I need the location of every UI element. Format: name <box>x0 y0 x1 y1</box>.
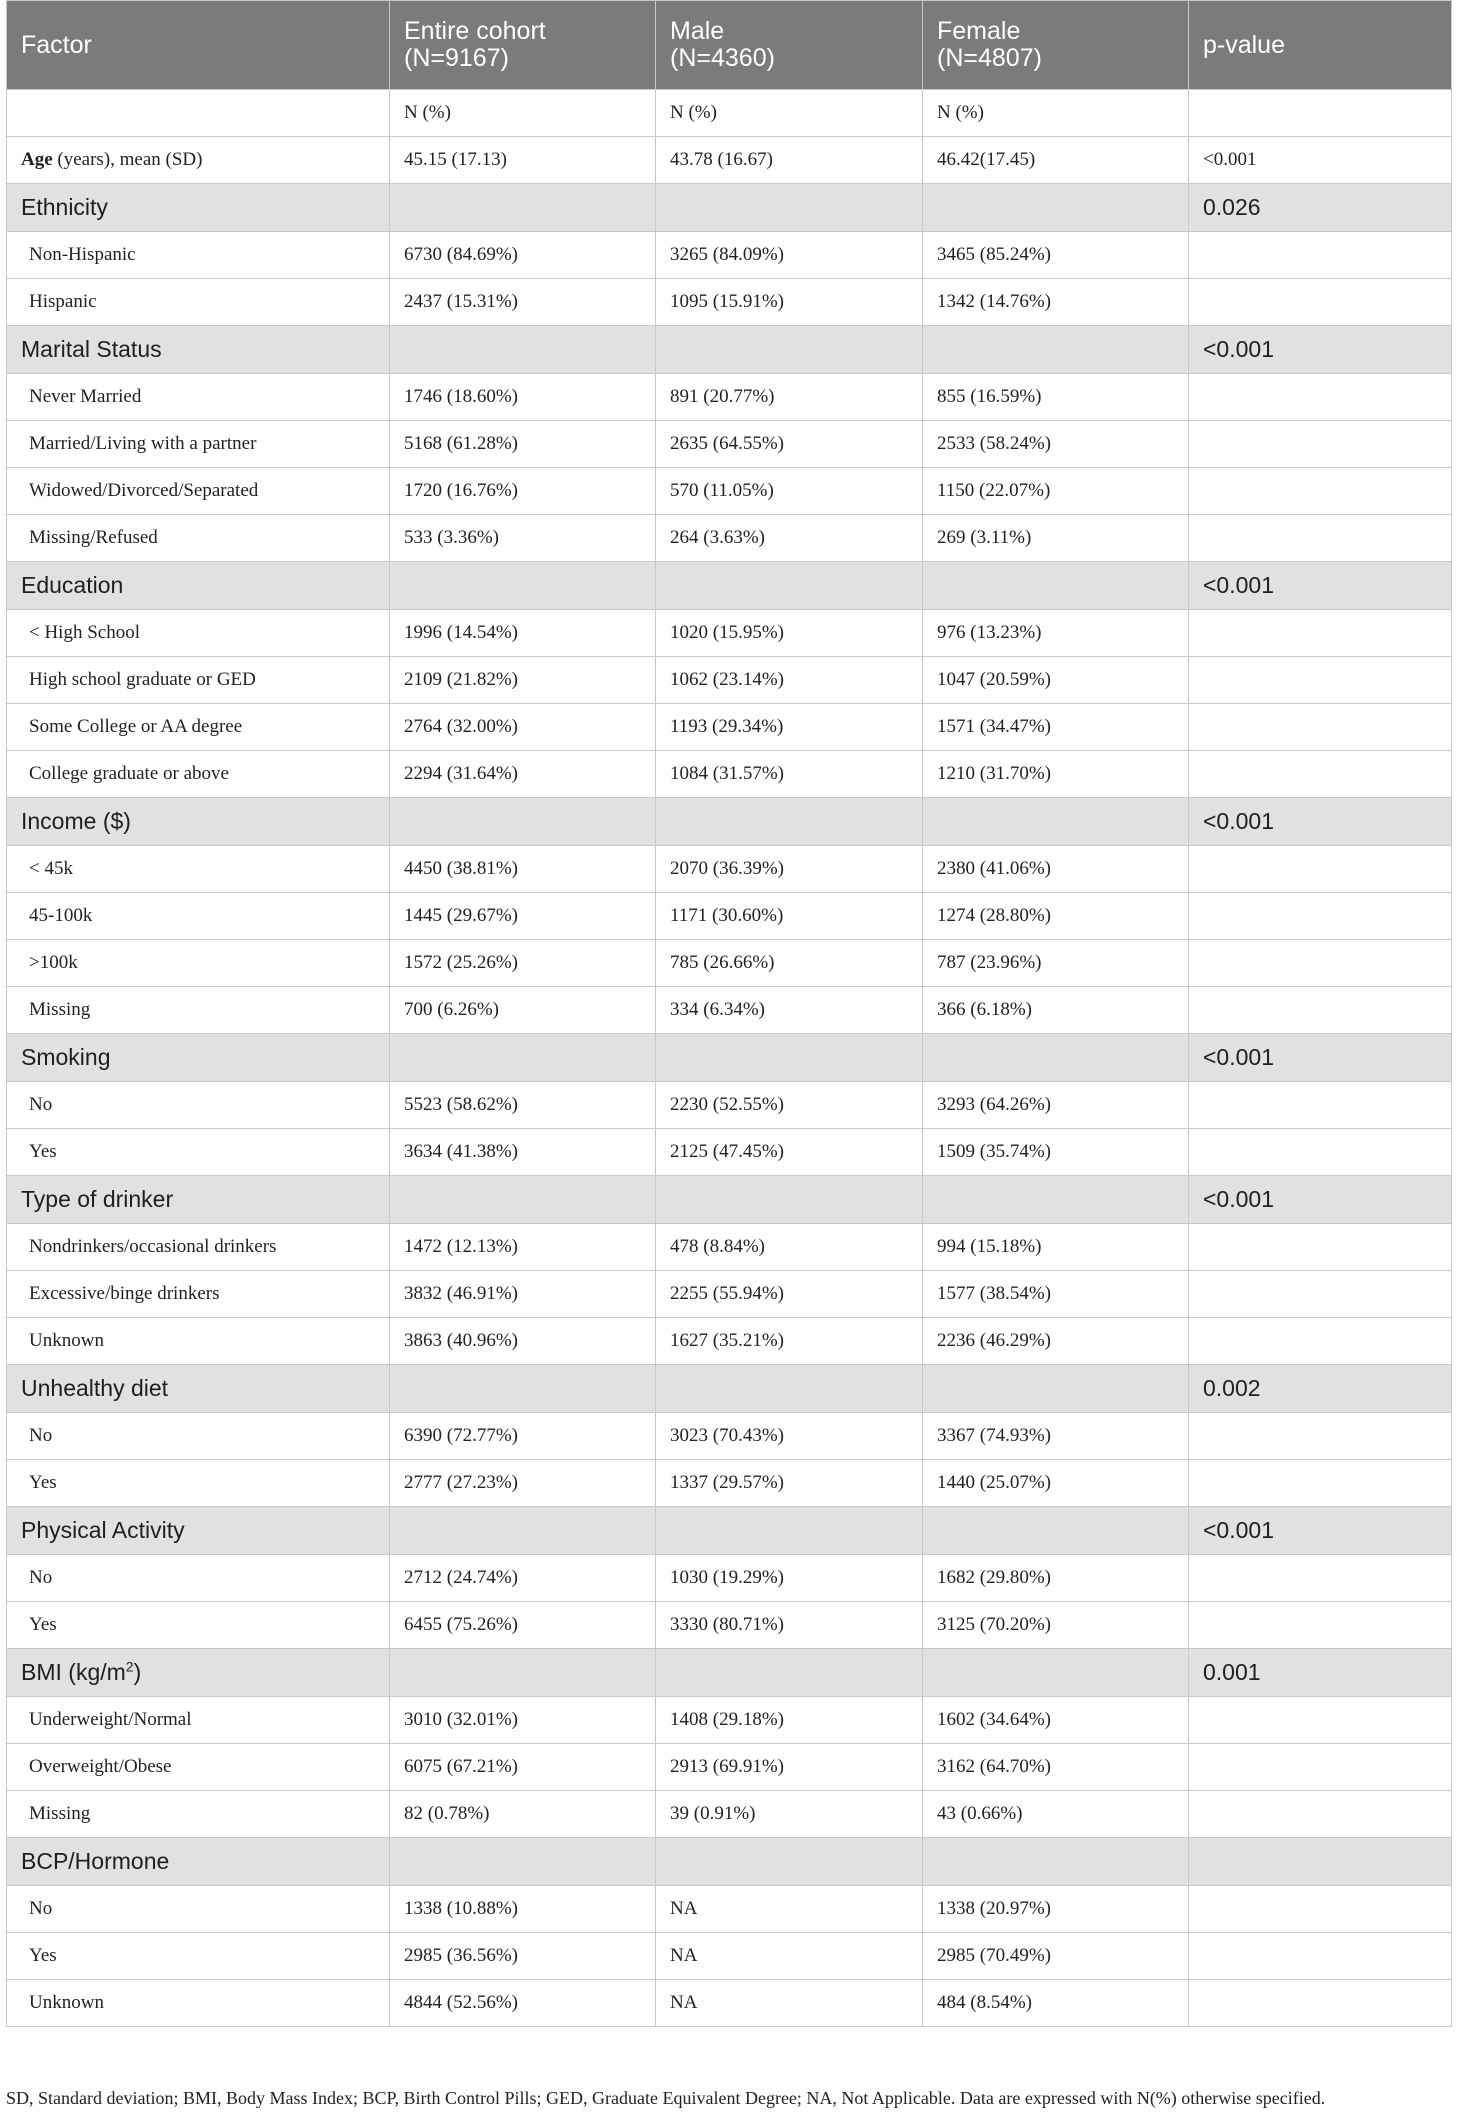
row-female: 366 (6.18%) <box>923 987 1189 1034</box>
group-entire <box>390 1365 656 1413</box>
table-row <box>7 1413 1452 1460</box>
row-male: NA <box>656 1886 923 1933</box>
row-label: Overweight/Obese <box>7 1744 390 1791</box>
group-header-row <box>7 562 1452 610</box>
group-pvalue: <0.001 <box>1189 1176 1452 1224</box>
group-name-text: Ethnicity <box>21 194 108 220</box>
row-entire-cohort: 2764 (32.00%) <box>390 704 656 751</box>
row-male: 1627 (35.21%) <box>656 1318 923 1365</box>
row-pvalue <box>1189 421 1452 468</box>
table-row <box>7 1980 1452 2027</box>
age-female: 46.42(17.45) <box>923 137 1189 184</box>
row-male: 1062 (23.14%) <box>656 657 923 704</box>
row-entire-cohort: 3634 (41.38%) <box>390 1129 656 1176</box>
table-row <box>7 1082 1452 1129</box>
group-pvalue: <0.001 <box>1189 562 1452 610</box>
age-row <box>7 137 1452 184</box>
group-female <box>923 1507 1189 1555</box>
table-row <box>7 421 1452 468</box>
header-factor-label: Factor <box>21 30 92 59</box>
row-female: 1571 (34.47%) <box>923 704 1189 751</box>
row-pvalue <box>1189 610 1452 657</box>
row-female: 1210 (31.70%) <box>923 751 1189 798</box>
age-male: 43.78 (16.67) <box>656 137 923 184</box>
row-pvalue <box>1189 1224 1452 1271</box>
row-entire-cohort: 2109 (21.82%) <box>390 657 656 704</box>
row-entire-cohort: 700 (6.26%) <box>390 987 656 1034</box>
group-name-text: BMI (kg/m <box>21 1659 126 1685</box>
table-row <box>7 1602 1452 1649</box>
group-entire <box>390 326 656 374</box>
group-pvalue: 0.001 <box>1189 1649 1452 1697</box>
unit-label <box>7 90 390 137</box>
row-label: Underweight/Normal <box>7 1697 390 1744</box>
group-entire <box>390 798 656 846</box>
row-entire-cohort: 1472 (12.13%) <box>390 1224 656 1271</box>
group-name <box>7 326 390 374</box>
table-body <box>7 90 1452 2027</box>
group-pvalue: <0.001 <box>1189 1507 1452 1555</box>
group-entire <box>390 1649 656 1697</box>
row-label: Non-Hispanic <box>7 232 390 279</box>
group-female <box>923 326 1189 374</box>
row-pvalue <box>1189 1744 1452 1791</box>
row-pvalue <box>1189 751 1452 798</box>
group-female <box>923 1034 1189 1082</box>
row-pvalue <box>1189 1413 1452 1460</box>
group-male <box>656 1649 923 1697</box>
table-row <box>7 940 1452 987</box>
group-header-row <box>7 184 1452 232</box>
row-male: 1030 (19.29%) <box>656 1555 923 1602</box>
group-male <box>656 1176 923 1224</box>
row-label: Unknown <box>7 1980 390 2027</box>
row-male: 1408 (29.18%) <box>656 1697 923 1744</box>
row-pvalue <box>1189 1791 1452 1838</box>
unit-male: N (%) <box>656 90 923 137</box>
row-male: 1171 (30.60%) <box>656 893 923 940</box>
row-label: Never Married <box>7 374 390 421</box>
row-entire-cohort: 1720 (16.76%) <box>390 468 656 515</box>
row-male: 39 (0.91%) <box>656 1791 923 1838</box>
group-entire <box>390 1176 656 1224</box>
age-label <box>7 137 390 184</box>
age-entire: 45.15 (17.13) <box>390 137 656 184</box>
row-entire-cohort: 1445 (29.67%) <box>390 893 656 940</box>
row-female: 3162 (64.70%) <box>923 1744 1189 1791</box>
row-label: Missing/Refused <box>7 515 390 562</box>
group-male <box>656 1507 923 1555</box>
row-pvalue <box>1189 940 1452 987</box>
row-label: Nondrinkers/occasional drinkers <box>7 1224 390 1271</box>
row-label: Unknown <box>7 1318 390 1365</box>
unit-female: N (%) <box>923 90 1189 137</box>
row-label: Missing <box>7 1791 390 1838</box>
row-label: No <box>7 1413 390 1460</box>
table-row <box>7 468 1452 515</box>
row-male: 570 (11.05%) <box>656 468 923 515</box>
group-name <box>7 1365 390 1413</box>
row-female: 1682 (29.80%) <box>923 1555 1189 1602</box>
row-pvalue <box>1189 846 1452 893</box>
group-name-text: Physical Activity <box>21 1517 185 1543</box>
row-male: 1020 (15.95%) <box>656 610 923 657</box>
row-male: 264 (3.63%) <box>656 515 923 562</box>
row-male: 2635 (64.55%) <box>656 421 923 468</box>
header-female-label: Female <box>937 17 1021 45</box>
table-row <box>7 610 1452 657</box>
group-entire <box>390 1034 656 1082</box>
row-label: No <box>7 1555 390 1602</box>
group-pvalue: <0.001 <box>1189 1034 1452 1082</box>
age-pvalue: <0.001 <box>1189 137 1452 184</box>
row-male: NA <box>656 1980 923 2027</box>
group-header-row <box>7 326 1452 374</box>
row-pvalue <box>1189 1082 1452 1129</box>
row-female: 3125 (70.20%) <box>923 1602 1189 1649</box>
group-pvalue: 0.002 <box>1189 1365 1452 1413</box>
group-name-suffix: ) <box>133 1659 142 1685</box>
row-pvalue <box>1189 1933 1452 1980</box>
table-row <box>7 1460 1452 1507</box>
row-pvalue <box>1189 1318 1452 1365</box>
header-female-n: (N=4807) <box>937 44 1042 72</box>
header-male-n: (N=4360) <box>670 44 775 72</box>
group-name-text: BCP/Hormone <box>21 1848 170 1874</box>
group-male <box>656 1838 923 1886</box>
table-row <box>7 893 1452 940</box>
row-pvalue <box>1189 1129 1452 1176</box>
row-entire-cohort: 3010 (32.01%) <box>390 1697 656 1744</box>
row-entire-cohort: 1338 (10.88%) <box>390 1886 656 1933</box>
row-female: 976 (13.23%) <box>923 610 1189 657</box>
row-male: 2070 (36.39%) <box>656 846 923 893</box>
table-row <box>7 1697 1452 1744</box>
row-pvalue <box>1189 374 1452 421</box>
group-female <box>923 1838 1189 1886</box>
row-entire-cohort: 2294 (31.64%) <box>390 751 656 798</box>
row-female: 2236 (46.29%) <box>923 1318 1189 1365</box>
row-female: 1577 (38.54%) <box>923 1271 1189 1318</box>
row-entire-cohort: 6730 (84.69%) <box>390 232 656 279</box>
row-entire-cohort: 1746 (18.60%) <box>390 374 656 421</box>
row-entire-cohort: 1996 (14.54%) <box>390 610 656 657</box>
row-male: 1337 (29.57%) <box>656 1460 923 1507</box>
unit-entire: N (%) <box>390 90 656 137</box>
group-name <box>7 798 390 846</box>
row-female: 1338 (20.97%) <box>923 1886 1189 1933</box>
row-pvalue <box>1189 468 1452 515</box>
row-pvalue <box>1189 279 1452 326</box>
header-pvalue <box>1189 1 1452 90</box>
table-footnote: SD, Standard deviation; BMI, Body Mass Index; BCP, Birth Control Pills; GED, Graduate Equivalent Degree; NA, Not Applicable. Data are expressed with N(%) otherwise specified. <box>6 2088 1326 2108</box>
row-female: 3367 (74.93%) <box>923 1413 1189 1460</box>
row-male: 334 (6.34%) <box>656 987 923 1034</box>
demographics-table <box>6 0 1452 2027</box>
row-label: Married/Living with a partner <box>7 421 390 468</box>
row-entire-cohort: 82 (0.78%) <box>390 1791 656 1838</box>
row-label: Yes <box>7 1129 390 1176</box>
group-male <box>656 1365 923 1413</box>
group-name-text: Unhealthy diet <box>21 1375 169 1401</box>
table-row <box>7 657 1452 704</box>
table-row <box>7 1224 1452 1271</box>
age-label-rest: (years), mean (SD) <box>52 149 203 170</box>
table-row <box>7 1744 1452 1791</box>
row-female: 1274 (28.80%) <box>923 893 1189 940</box>
row-label: Hispanic <box>7 279 390 326</box>
row-label: Excessive/binge drinkers <box>7 1271 390 1318</box>
row-male: 3023 (70.43%) <box>656 1413 923 1460</box>
table-row <box>7 374 1452 421</box>
group-name <box>7 562 390 610</box>
row-female: 43 (0.66%) <box>923 1791 1189 1838</box>
row-label: No <box>7 1082 390 1129</box>
group-entire <box>390 562 656 610</box>
table-row <box>7 1318 1452 1365</box>
row-pvalue <box>1189 515 1452 562</box>
table-row <box>7 751 1452 798</box>
row-pvalue <box>1189 1555 1452 1602</box>
row-entire-cohort: 4450 (38.81%) <box>390 846 656 893</box>
row-entire-cohort: 5523 (58.62%) <box>390 1082 656 1129</box>
group-name-text: Income ($) <box>21 808 131 834</box>
unit-row <box>7 90 1452 137</box>
group-header-row <box>7 1507 1452 1555</box>
row-female: 1047 (20.59%) <box>923 657 1189 704</box>
group-pvalue: <0.001 <box>1189 798 1452 846</box>
row-pvalue <box>1189 232 1452 279</box>
header-entire-label: Entire cohort <box>404 17 546 45</box>
row-label: College graduate or above <box>7 751 390 798</box>
row-entire-cohort: 1572 (25.26%) <box>390 940 656 987</box>
row-male: 478 (8.84%) <box>656 1224 923 1271</box>
header-male <box>656 1 923 90</box>
group-name-text: Type of drinker <box>21 1186 174 1212</box>
row-pvalue <box>1189 1697 1452 1744</box>
row-label: Yes <box>7 1933 390 1980</box>
row-pvalue <box>1189 1271 1452 1318</box>
row-female: 2380 (41.06%) <box>923 846 1189 893</box>
row-label: < High School <box>7 610 390 657</box>
group-header-row <box>7 1365 1452 1413</box>
row-label: Yes <box>7 1460 390 1507</box>
row-male: 2255 (55.94%) <box>656 1271 923 1318</box>
row-entire-cohort: 2777 (27.23%) <box>390 1460 656 1507</box>
group-header-row <box>7 1649 1452 1697</box>
group-male <box>656 798 923 846</box>
row-male: 891 (20.77%) <box>656 374 923 421</box>
row-female: 2985 (70.49%) <box>923 1933 1189 1980</box>
header-female <box>923 1 1189 90</box>
row-female: 484 (8.54%) <box>923 1980 1189 2027</box>
row-pvalue <box>1189 1886 1452 1933</box>
row-female: 855 (16.59%) <box>923 374 1189 421</box>
row-label: Missing <box>7 987 390 1034</box>
group-header-row <box>7 1034 1452 1082</box>
row-pvalue <box>1189 893 1452 940</box>
row-entire-cohort: 2437 (15.31%) <box>390 279 656 326</box>
table-row <box>7 279 1452 326</box>
row-male: 785 (26.66%) <box>656 940 923 987</box>
group-male <box>656 184 923 232</box>
group-name <box>7 1838 390 1886</box>
row-entire-cohort: 3863 (40.96%) <box>390 1318 656 1365</box>
group-female <box>923 1176 1189 1224</box>
row-entire-cohort: 3832 (46.91%) <box>390 1271 656 1318</box>
row-label: Yes <box>7 1602 390 1649</box>
table-row <box>7 846 1452 893</box>
header-row <box>7 1 1452 90</box>
table-row <box>7 1129 1452 1176</box>
group-name <box>7 1034 390 1082</box>
group-entire <box>390 1507 656 1555</box>
group-entire <box>390 1838 656 1886</box>
row-male: 1084 (31.57%) <box>656 751 923 798</box>
header-entire-n: (N=9167) <box>404 44 509 72</box>
table-row <box>7 515 1452 562</box>
group-name-text: Marital Status <box>21 336 162 362</box>
row-entire-cohort: 6455 (75.26%) <box>390 1602 656 1649</box>
row-female: 1150 (22.07%) <box>923 468 1189 515</box>
table-row <box>7 987 1452 1034</box>
unit-pvalue <box>1189 90 1452 137</box>
header-factor <box>7 1 390 90</box>
group-name-superscript: 2 <box>125 1658 134 1675</box>
group-female <box>923 184 1189 232</box>
group-male <box>656 326 923 374</box>
row-pvalue <box>1189 704 1452 751</box>
group-female <box>923 1649 1189 1697</box>
group-name-text: Education <box>21 572 124 598</box>
group-name <box>7 184 390 232</box>
row-female: 269 (3.11%) <box>923 515 1189 562</box>
header-pvalue-label: p-value <box>1203 30 1285 59</box>
row-female: 3465 (85.24%) <box>923 232 1189 279</box>
group-name <box>7 1176 390 1224</box>
group-entire <box>390 184 656 232</box>
row-entire-cohort: 533 (3.36%) <box>390 515 656 562</box>
group-name <box>7 1649 390 1697</box>
group-male <box>656 1034 923 1082</box>
table-row <box>7 1791 1452 1838</box>
row-male: 2230 (52.55%) <box>656 1082 923 1129</box>
row-male: 3265 (84.09%) <box>656 232 923 279</box>
row-male: 3330 (80.71%) <box>656 1602 923 1649</box>
table-row <box>7 1933 1452 1980</box>
row-female: 994 (15.18%) <box>923 1224 1189 1271</box>
group-header-row <box>7 798 1452 846</box>
row-label: < 45k <box>7 846 390 893</box>
row-label: 45-100k <box>7 893 390 940</box>
row-pvalue <box>1189 1980 1452 2027</box>
row-pvalue <box>1189 1602 1452 1649</box>
row-label: Some College or AA degree <box>7 704 390 751</box>
row-female: 3293 (64.26%) <box>923 1082 1189 1129</box>
group-pvalue <box>1189 1838 1452 1886</box>
row-entire-cohort: 6390 (72.77%) <box>390 1413 656 1460</box>
group-header-row <box>7 1838 1452 1886</box>
row-pvalue <box>1189 1460 1452 1507</box>
row-female: 1342 (14.76%) <box>923 279 1189 326</box>
row-pvalue <box>1189 987 1452 1034</box>
group-header-row <box>7 1176 1452 1224</box>
row-entire-cohort: 2712 (24.74%) <box>390 1555 656 1602</box>
table-row <box>7 704 1452 751</box>
group-male <box>656 562 923 610</box>
group-female <box>923 1365 1189 1413</box>
row-male: 2913 (69.91%) <box>656 1744 923 1791</box>
row-pvalue <box>1189 657 1452 704</box>
row-label: No <box>7 1886 390 1933</box>
age-label-bold: Age <box>21 149 53 170</box>
row-male: 1095 (15.91%) <box>656 279 923 326</box>
row-male: 2125 (47.45%) <box>656 1129 923 1176</box>
row-female: 787 (23.96%) <box>923 940 1189 987</box>
row-female: 1509 (35.74%) <box>923 1129 1189 1176</box>
group-female <box>923 562 1189 610</box>
row-label: High school graduate or GED <box>7 657 390 704</box>
group-female <box>923 798 1189 846</box>
row-female: 1602 (34.64%) <box>923 1697 1189 1744</box>
row-label: Widowed/Divorced/Separated <box>7 468 390 515</box>
group-pvalue: 0.026 <box>1189 184 1452 232</box>
table-row <box>7 1555 1452 1602</box>
header-male-label: Male <box>670 17 725 45</box>
table-row <box>7 1886 1452 1933</box>
row-label: >100k <box>7 940 390 987</box>
row-male: 1193 (29.34%) <box>656 704 923 751</box>
group-name <box>7 1507 390 1555</box>
row-male: NA <box>656 1933 923 1980</box>
row-entire-cohort: 4844 (52.56%) <box>390 1980 656 2027</box>
group-pvalue: <0.001 <box>1189 326 1452 374</box>
group-name-text: Smoking <box>21 1044 111 1070</box>
row-entire-cohort: 6075 (67.21%) <box>390 1744 656 1791</box>
row-entire-cohort: 5168 (61.28%) <box>390 421 656 468</box>
header-entire-cohort <box>390 1 656 90</box>
table-row <box>7 232 1452 279</box>
table-header <box>7 1 1452 90</box>
row-female: 2533 (58.24%) <box>923 421 1189 468</box>
row-entire-cohort: 2985 (36.56%) <box>390 1933 656 1980</box>
table-row <box>7 1271 1452 1318</box>
row-female: 1440 (25.07%) <box>923 1460 1189 1507</box>
